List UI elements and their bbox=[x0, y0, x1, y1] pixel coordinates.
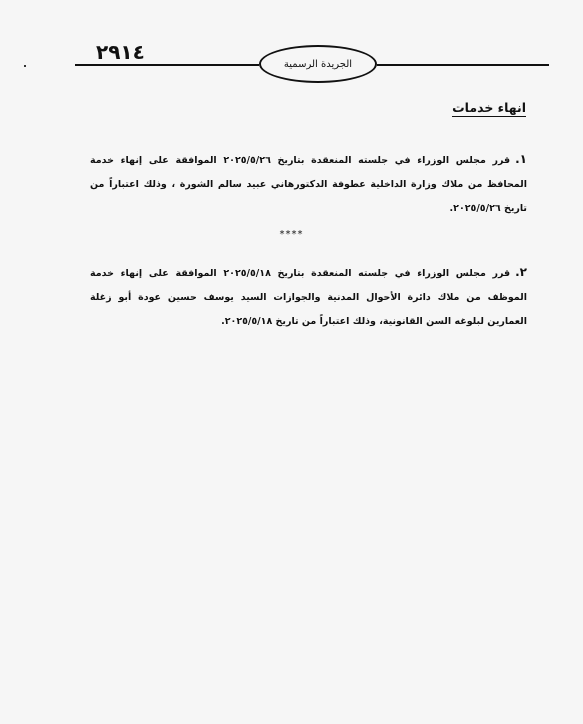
page-number: ٢٩١٤ bbox=[96, 40, 145, 64]
decision-1-number: ١. bbox=[515, 152, 527, 166]
header-rule-right bbox=[377, 64, 549, 66]
decision-1 bbox=[90, 147, 527, 221]
decision-2-text: قرر مجلس الوزراء في جلسته المنعقدة بتاريخ ٢٠٢٥/٥/١٨ الموافقة على إنهاء خدمة الموظف من ملاك دائرة الأحوال المدنية والجوازات السيد يوسف حسين عودة أبو زغلة العمارين لبلوغه السن القانونية، وذلك اعتباراً من تاريخ ٢٠٢٥/٥/١٨. bbox=[90, 268, 527, 327]
gazette-name: الجريدة الرسمية bbox=[283, 58, 353, 70]
decision-2-number: ٢. bbox=[515, 265, 527, 279]
section-title: انهاء خدمات bbox=[452, 100, 526, 115]
header-rule-left bbox=[75, 64, 259, 66]
gazette-name-banner bbox=[259, 45, 377, 83]
separator: **** bbox=[279, 229, 304, 240]
decision-2 bbox=[90, 260, 527, 334]
decision-1-text: قرر مجلس الوزراء في جلسته المنعقدة بتاريخ ٢٠٢٥/٥/٢٦ الموافقة على إنهاء خدمة المحافظ من ملاك وزارة الداخلية عطوفة الدكتورهاني عبيد سالم الشورة ، وذلك اعتباراً من تاريخ ٢٠٢٥/٥/٢٦. bbox=[90, 155, 527, 214]
margin-dot bbox=[24, 65, 26, 67]
